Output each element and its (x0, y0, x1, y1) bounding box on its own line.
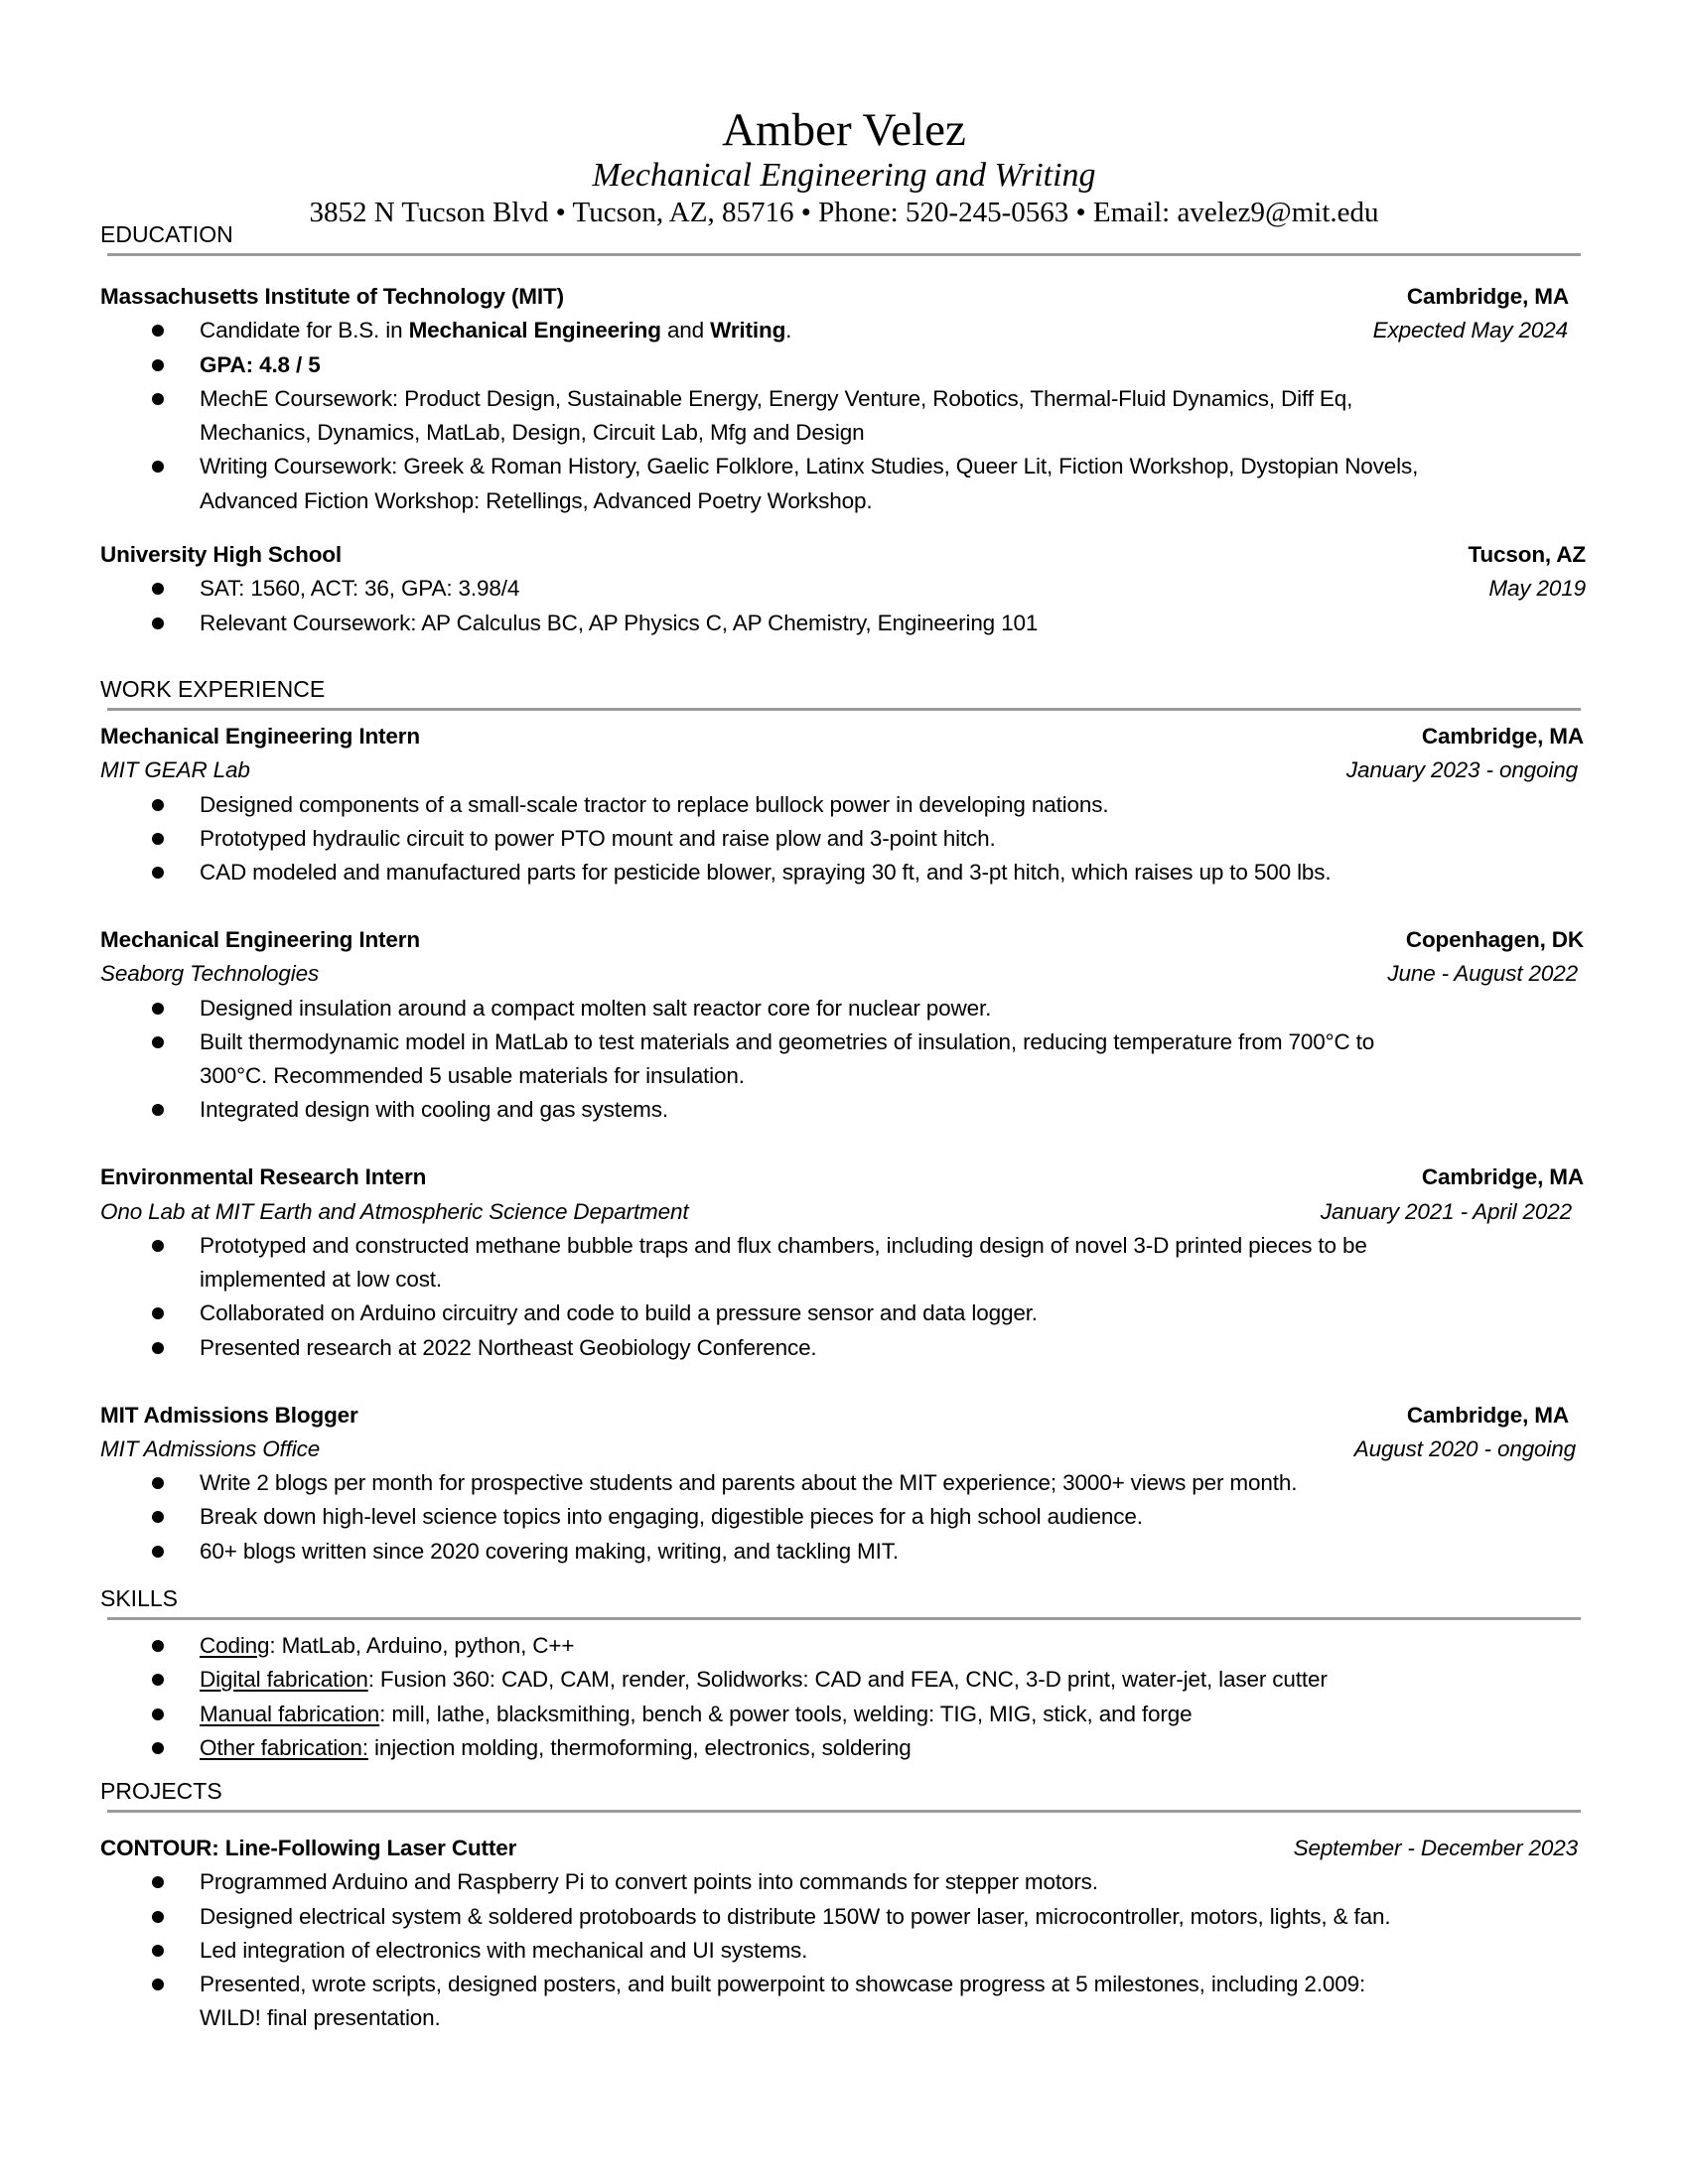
work-entry (100, 1160, 1586, 1365)
bullet-icon (152, 833, 164, 845)
bullet-icon (152, 1945, 164, 1957)
job-date: August 2020 - ongoing (1353, 1435, 1576, 1461)
list-item-text: Presented research at 2022 Northeast Geobiology Conference. (200, 1334, 817, 1360)
project-entry (100, 1832, 1586, 2036)
list-item-text: Collaborated on Arduino circuitry and code to build a pressure sensor and data logger. (200, 1300, 1038, 1326)
list-item-text-continued: 300°C. Recommended 5 usable materials for insulation. (200, 1063, 745, 1089)
organization: Ono Lab at MIT Earth and Atmospheric Science Department (100, 1198, 689, 1224)
degree-text: and (660, 318, 711, 343)
list-item (100, 382, 1586, 416)
list-item (100, 1500, 1586, 1534)
bullet-icon (152, 1546, 164, 1558)
job-title: MIT Admissions Blogger (100, 1402, 358, 1428)
list-item-text: CAD modeled and manufactured parts for pesticide blower, spraying 30 ft, and 3-pt hitch, which raises up to 500 lbs. (200, 860, 1332, 886)
job-date: June - August 2022 (1387, 961, 1578, 987)
list-item-text: SAT: 1560, ACT: 36, GPA: 3.98/4 (200, 576, 520, 602)
list-item (100, 348, 1586, 382)
bullet-icon (152, 461, 164, 473)
job-date: January 2021 - April 2022 (1320, 1198, 1572, 1224)
bullet-icon (152, 1104, 164, 1116)
bullet-icon (152, 1911, 164, 1923)
degree-major: Mechanical Engineering (408, 318, 661, 343)
section-divider (107, 708, 1581, 711)
entry-header (100, 1399, 1586, 1433)
list-item-text: Break down high-level science topics into engaging, digestible pieces for a high school audience. (200, 1504, 1143, 1530)
skill-item (100, 1698, 1586, 1731)
work-section (100, 720, 1586, 1569)
list-item-text: Designed components of a small-scale tractor to replace bullock power in developing nations. (200, 791, 1109, 817)
job-location: Cambridge, MA (1421, 1164, 1584, 1190)
list-item (100, 788, 1586, 822)
school-location: Cambridge, MA (1406, 284, 1569, 309)
bullet-icon (152, 1240, 164, 1252)
list-item-text: Led integration of electronics with mechanical and UI systems. (200, 1937, 808, 1963)
skill-list: : MatLab, Arduino, python, C++ (269, 1633, 575, 1658)
coursework-text-continued: Mechanics, Dynamics, MatLab, Design, Circuit Lab, Mfg and Design (200, 420, 865, 446)
organization: MIT Admissions Office (100, 1435, 321, 1461)
job-location: Cambridge, MA (1421, 724, 1584, 749)
list-item (100, 1331, 1586, 1365)
gpa: GPA: 4.8 / 5 (200, 351, 321, 377)
list-item-text: Built thermodynamic model in MatLab to test materials and geometries of insulation, reducing temperature from 700°C to (200, 1028, 1375, 1054)
project-name: CONTOUR: Line-Following Laser Cutter (100, 1836, 517, 1860)
job-title: Environmental Research Intern (100, 1164, 427, 1190)
degree-major: Writing (710, 318, 786, 343)
bullet-icon (152, 1674, 164, 1686)
bullet-icon (152, 359, 164, 371)
project-date: September - December 2023 (1293, 1836, 1578, 1860)
list-item-text: Presented, wrote scripts, designed posters, and built powerpoint to showcase progress at 5 milestones, including 2.009: (200, 1972, 1366, 1997)
bullet-icon (152, 1036, 164, 1048)
section-divider (107, 1617, 1581, 1620)
list-item-text: Designed insulation around a compact molten salt reactor core for nuclear power. (200, 995, 992, 1021)
bullet-icon (152, 1307, 164, 1319)
list-item (100, 1466, 1586, 1500)
section-title-work-experience: WORK EXPERIENCE (100, 676, 326, 702)
degree-text: . (785, 318, 792, 343)
bullet-icon (152, 1742, 164, 1754)
bullet-icon (152, 583, 164, 595)
entry-header (100, 1160, 1586, 1194)
coursework-text: Writing Coursework: Greek & Roman History, Gaelic Folklore, Latinx Studies, Queer Lit, Fiction Workshop, Dystopian Novels, (200, 454, 1419, 479)
entry-header (100, 923, 1586, 957)
entry-subheader (100, 1195, 1586, 1229)
skill-category: Other fabrication: (200, 1734, 368, 1760)
list-item-text: Prototyped hydraulic circuit to power PTO mount and raise plow and 3-point hitch. (200, 825, 996, 851)
skill-category: Manual fabrication (200, 1701, 380, 1726)
bullet-icon (152, 617, 164, 629)
job-location: Copenhagen, DK (1405, 926, 1584, 952)
list-item (100, 992, 1586, 1025)
school-date: Expected May 2024 (1372, 318, 1568, 343)
list-item (100, 1535, 1586, 1569)
skill-category: Coding (200, 1633, 270, 1658)
skill-list: : mill, lathe, blacksmithing, bench & power tools, welding: TIG, MIG, stick, and forge (379, 1701, 1193, 1726)
job-location: Cambridge, MA (1406, 1402, 1569, 1428)
entry-subheader (100, 1433, 1586, 1466)
bullet-icon (152, 799, 164, 811)
bullet-icon (152, 867, 164, 879)
list-item-text: 60+ blogs written since 2020 covering making, writing, and tackling MIT. (200, 1538, 899, 1564)
degree-text: Candidate for B.S. in (200, 318, 409, 343)
bullet-icon (152, 1640, 164, 1652)
section-divider (107, 253, 1581, 256)
education-entry (100, 538, 1586, 640)
bullet-icon (152, 1342, 164, 1354)
projects-section (100, 1832, 1586, 2036)
list-item-text: Integrated design with cooling and gas systems. (200, 1097, 668, 1123)
entry-subheader (100, 957, 1586, 991)
list-item-text: Relevant Coursework: AP Calculus BC, AP Physics C, AP Chemistry, Engineering 101 (200, 610, 1039, 635)
skill-item (100, 1731, 1586, 1765)
list-item (100, 572, 1586, 606)
list-item-text-continued: WILD! final presentation. (200, 2005, 441, 2031)
bullet-icon (152, 1477, 164, 1489)
list-item-text: Prototyped and constructed methane bubble traps and flux chambers, including design of novel 3-D printed pieces to be (200, 1232, 1367, 1258)
section-title-projects: PROJECTS (100, 1778, 222, 1804)
school-name: Massachusetts Institute of Technology (MIT) (100, 284, 564, 309)
list-item (100, 314, 1586, 347)
work-entry (100, 720, 1586, 889)
candidate-subtitle: Mechanical Engineering and Writing (592, 157, 1096, 194)
list-item (100, 822, 1586, 856)
bullet-icon (152, 325, 164, 337)
list-item (100, 1229, 1586, 1263)
job-title: Mechanical Engineering Intern (100, 926, 420, 952)
education-entry (100, 280, 1586, 518)
bullet-icon (152, 1708, 164, 1720)
organization: MIT GEAR Lab (100, 757, 250, 783)
list-item-text-continued: implemented at low cost. (200, 1267, 443, 1293)
school-name: University High School (100, 542, 342, 568)
bullet-icon (152, 1003, 164, 1015)
bullet-icon (152, 393, 164, 405)
skill-item (100, 1663, 1586, 1697)
skills-section (100, 1629, 1586, 1765)
job-title: Mechanical Engineering Intern (100, 724, 420, 749)
list-item (100, 1297, 1586, 1330)
bullet-icon (152, 1876, 164, 1888)
list-item (100, 1865, 1586, 1899)
section-divider (107, 1810, 1581, 1813)
list-item (100, 856, 1586, 889)
skill-category: Digital fabrication (200, 1667, 368, 1693)
list-item (100, 607, 1586, 640)
list-item (100, 450, 1586, 483)
entry-header (100, 538, 1586, 572)
list-item (100, 1934, 1586, 1968)
entry-header (100, 1832, 1586, 1865)
entry-header (100, 720, 1586, 753)
section-title-education: EDUCATION (100, 221, 233, 247)
school-date: May 2019 (1488, 576, 1586, 602)
work-entry (100, 1399, 1586, 1569)
list-item (100, 1093, 1586, 1127)
entry-header (100, 280, 1586, 314)
list-item-text: Designed electrical system & soldered protoboards to distribute 150W to power laser, microcontroller, motors, lights, & fan. (200, 1903, 1391, 1929)
skill-list: injection molding, thermoforming, electronics, soldering (367, 1734, 912, 1760)
candidate-name: Amber Velez (722, 104, 966, 156)
list-item-text: Programmed Arduino and Raspberry Pi to convert points into commands for stepper motors. (200, 1869, 1098, 1895)
coursework-text-continued: Advanced Fiction Workshop: Retellings, Advanced Poetry Workshop. (200, 487, 873, 513)
skill-list: : Fusion 360: CAD, CAM, render, Solidworks: CAD and FEA, CNC, 3-D print, water-jet, laser cutter (367, 1667, 1328, 1693)
education-section (100, 280, 1586, 640)
work-entry (100, 923, 1586, 1128)
bullet-icon (152, 1979, 164, 1990)
contact-info: 3852 N Tucson Blvd • Tucson, AZ, 85716 • Phone: 520-245-0563 • Email: avelez9@mit.edu (309, 197, 1379, 228)
bullet-icon (152, 1511, 164, 1523)
list-item (100, 1900, 1586, 1934)
school-location: Tucson, AZ (1468, 542, 1586, 568)
list-item (100, 1968, 1586, 2001)
coursework-text: MechE Coursework: Product Design, Sustainable Energy, Energy Venture, Robotics, Thermal-Fluid Dynamics, Diff Eq, (200, 385, 1353, 411)
organization: Seaborg Technologies (100, 961, 320, 987)
entry-subheader (100, 753, 1586, 787)
job-date: January 2023 - ongoing (1345, 757, 1578, 783)
skill-item (100, 1629, 1586, 1663)
section-title-skills: SKILLS (100, 1585, 178, 1611)
list-item-text: Write 2 blogs per month for prospective students and parents about the MIT experience; 3000+ views per month. (200, 1470, 1298, 1496)
list-item (100, 1025, 1586, 1059)
